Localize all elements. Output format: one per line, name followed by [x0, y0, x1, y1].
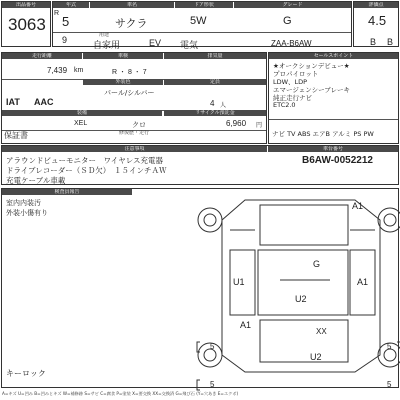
door-label: ドア形状 [175, 2, 233, 8]
mark-5-bl: 5 [210, 380, 215, 389]
model-label: 車名 [90, 2, 174, 8]
interior-value: B [370, 37, 377, 47]
selling-points [268, 52, 399, 144]
warranty-label: 保証書 [4, 131, 28, 140]
recycle-label: リサイクル預託金 [164, 110, 266, 116]
score-label: 評価点 [354, 2, 398, 8]
vehicle-header [52, 1, 352, 51]
note-line-2: 充電ケーブル車載 [6, 176, 66, 185]
sp-item-0: ★オークションデビュー★ [273, 62, 350, 70]
mark-u1: U1 [233, 277, 245, 287]
notes-box [1, 145, 399, 185]
grade-value: G [283, 15, 292, 27]
door-value: 5W [190, 15, 207, 27]
chassis-value: B6AW-0052212 [302, 155, 373, 166]
model-value: サクラ [115, 17, 148, 30]
history-label: 修復歴・走行 [118, 130, 149, 136]
mileage-value: 7,439 [47, 66, 68, 75]
inspection-line-0: 室内内装汚 [6, 199, 41, 207]
sp-divider [269, 119, 398, 120]
mark-5-br: 5 [387, 380, 392, 389]
month-value: 9 [62, 35, 68, 45]
color-label: 外装色 [83, 79, 163, 85]
sp-item-1: プロパイロット [273, 70, 319, 78]
chassis-label: 車台番号 [268, 146, 398, 152]
mark-a1-top: A1 [352, 201, 364, 211]
sp-item-2: LDW、LDP [273, 78, 308, 86]
sp-item-3: エマージェンシーブレーキ [273, 86, 350, 94]
color-value: パール/シルバー [104, 89, 155, 97]
mileage-label: 走行距離 [2, 53, 82, 59]
mark-u2-mid: U2 [295, 294, 307, 304]
mark-u2-rear: U2 [310, 352, 322, 362]
inspection-title: 検査員報告 [2, 189, 132, 195]
recycle-unit: 円 [256, 122, 263, 129]
model-code-value: ZAA-B6AW [271, 39, 312, 48]
equip-label: 装備 [2, 110, 162, 116]
note-line-0: アラウンドビューモニター ワイヤレス充電器 [6, 156, 163, 165]
sp-item-5: ETC2.0 [273, 101, 296, 109]
specs-table [1, 52, 267, 144]
lot-box [1, 1, 51, 47]
mark-xx: XX [316, 327, 327, 336]
fuel-value: EV [149, 38, 162, 48]
key-label: キーロック [6, 369, 46, 378]
notes-title: 注意事項 [2, 146, 267, 152]
usage-label: 用途 [98, 32, 109, 38]
mileage-unit: km [74, 67, 84, 74]
mark-g: G [313, 259, 321, 269]
accessories: ナビ TV ABS エアB アルミ PS PW [272, 130, 374, 138]
mark-5-tl: 5 [210, 342, 215, 351]
mark-a1-right: A1 [357, 277, 369, 287]
inspection-line-1: 外装小傷有り [6, 209, 48, 217]
r-mark: R [54, 10, 60, 17]
seat-value: 4 [210, 99, 215, 108]
lot-number: 3063 [8, 15, 46, 34]
shaken-value: R ・ 8 ・ 7 [112, 69, 147, 76]
score-box [353, 1, 399, 47]
exterior-value: B [387, 37, 394, 47]
equip-extra: クロ [132, 121, 146, 129]
lot-label: 出品番号 [2, 2, 50, 8]
seat-unit: 人 [220, 102, 227, 109]
note-line-1: ドライブレコーダー（ＳＤ欠） １５インチＡＷ [6, 166, 167, 175]
score-value: 4.5 [368, 13, 387, 28]
displacement-label: 排気量 [164, 53, 266, 59]
transmission-value: IAT [6, 97, 20, 107]
usage-value: 自家用 [93, 41, 121, 51]
recycle-value: 6,960 [226, 119, 247, 128]
ac-value: AAC [34, 97, 54, 107]
inspection-box [1, 188, 399, 388]
selling-points-title: セールスポイント [269, 53, 398, 59]
shaken-label: 車検 [83, 53, 163, 59]
mark-5-tr: 5 [387, 342, 392, 351]
mark-a1-left: A1 [240, 320, 252, 330]
sp-item-4: 純正走行ナビ [273, 94, 312, 102]
equip-value: XEL [74, 120, 88, 127]
legend-footer: A=キズ U=凹み B=凹みとキズ W=補修跡 S=サビ C=腐食 P=塗装 X=要交換 XX=交換済 G=飛び石 (Y=穴あき E=エクボ) [2, 391, 239, 396]
fuel-extra: 電気 [180, 41, 199, 51]
grade-label: グレード [234, 2, 351, 8]
year-value: 5 [62, 14, 70, 29]
year-label: 年式 [53, 2, 89, 8]
seat-label: 定員 [164, 79, 266, 85]
